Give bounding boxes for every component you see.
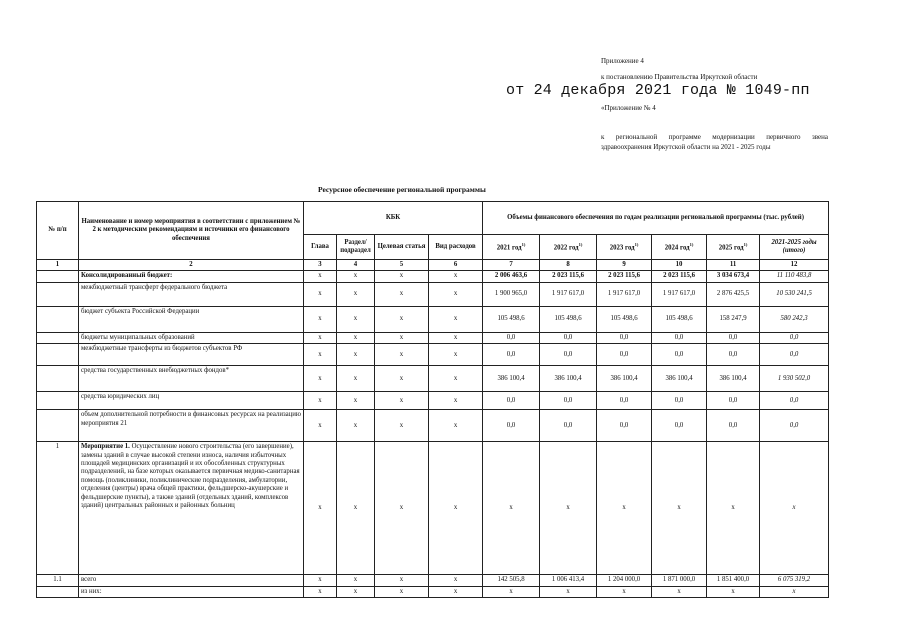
kbk-cell-0: x xyxy=(304,575,337,586)
value-cell-1: x xyxy=(540,442,597,575)
value-cell-1: 386 100,4 xyxy=(540,366,597,392)
kbk-cell-0: x xyxy=(304,586,337,597)
kbk-cell-1: x xyxy=(337,271,375,282)
column-number-7: 7 xyxy=(483,260,540,271)
kbk-cell-2: x xyxy=(375,332,429,343)
column-number-4: 4 xyxy=(337,260,375,271)
value-cell-3: x xyxy=(652,442,707,575)
kbk-cell-2: x xyxy=(375,344,429,366)
row-name-text: бюджет субъекта Российской Федерации xyxy=(81,307,200,315)
value-cell-2: x xyxy=(597,442,652,575)
value-cell-3: x xyxy=(652,586,707,597)
value-cell-1: 0,0 xyxy=(540,392,597,410)
row-name xyxy=(79,410,304,442)
value-cell-1: 0,0 xyxy=(540,332,597,343)
value-cell-3: 0,0 xyxy=(652,344,707,366)
year-header-1: 2022 год$^{1)}$ xyxy=(540,235,597,260)
kbk-cell-3: x xyxy=(429,344,483,366)
year-footnote-mark: 1) xyxy=(521,242,526,248)
year-header-2: 2023 год$^{1)}$ xyxy=(597,235,652,260)
value-cell-3: 0,0 xyxy=(652,392,707,410)
kbk-cell-2: x xyxy=(375,442,429,575)
value-cell-5: 10 530 241,5 xyxy=(760,282,829,306)
kbk-cell-1: x xyxy=(337,344,375,366)
value-cell-2: 0,0 xyxy=(597,344,652,366)
column-number-2: 2 xyxy=(79,260,304,271)
kbk-cell-2: x xyxy=(375,410,429,442)
value-cell-0: x xyxy=(483,586,540,597)
resolution-reference: к постановлению Правительства Иркутской области xyxy=(601,73,758,81)
value-cell-0: 0,0 xyxy=(483,410,540,442)
value-cell-2: 105 498,6 xyxy=(597,306,652,332)
table-row xyxy=(37,344,829,366)
kbk-cell-1: x xyxy=(337,586,375,597)
kbk-cell-0: x xyxy=(304,410,337,442)
value-cell-3: 386 100,4 xyxy=(652,366,707,392)
row-name-text: Консолидированный бюджет: xyxy=(81,272,173,280)
table-row xyxy=(37,332,829,343)
row-name-text: межбюджетные трансферты из бюджетов субъектов РФ xyxy=(81,345,243,353)
row-name-text: всего xyxy=(81,576,97,584)
kbk-cell-1: x xyxy=(337,410,375,442)
row-number xyxy=(37,306,79,332)
kbk-sub-header-2: Целевая статья xyxy=(375,235,429,260)
value-cell-1: 2 023 115,6 xyxy=(540,271,597,282)
row-name xyxy=(79,392,304,410)
value-cell-4: 0,0 xyxy=(707,332,760,343)
kbk-cell-1: x xyxy=(337,392,375,410)
column-number-11: 11 xyxy=(707,260,760,271)
kbk-cell-2: x xyxy=(375,586,429,597)
table-row xyxy=(37,392,829,410)
kbk-cell-3: x xyxy=(429,306,483,332)
row-name xyxy=(79,282,304,306)
row-number xyxy=(37,344,79,366)
kbk-cell-2: x xyxy=(375,366,429,392)
value-cell-0: 0,0 xyxy=(483,332,540,343)
value-cell-5: 0,0 xyxy=(760,392,829,410)
value-cell-5: x xyxy=(760,586,829,597)
kbk-cell-3: x xyxy=(429,271,483,282)
value-cell-2: 0,0 xyxy=(597,332,652,343)
year-header-4: 2025 год$^{1)}$ xyxy=(707,235,760,260)
kbk-cell-2: x xyxy=(375,282,429,306)
row-number xyxy=(37,366,79,392)
kbk-cell-3: x xyxy=(429,442,483,575)
column-number-8: 8 xyxy=(540,260,597,271)
row-name-text: средства государственных внебюджетных фондов* xyxy=(81,367,230,375)
kbk-cell-3: x xyxy=(429,366,483,392)
value-cell-1: 105 498,6 xyxy=(540,306,597,332)
column-number-12: 12 xyxy=(760,260,829,271)
column-number-5: 5 xyxy=(375,260,429,271)
value-cell-3: 2 023 115,6 xyxy=(652,271,707,282)
column-number-6: 6 xyxy=(429,260,483,271)
table-row xyxy=(37,366,829,392)
appendix-quote-label: «Приложение № 4 xyxy=(601,104,656,112)
kbk-cell-0: x xyxy=(304,306,337,332)
row-number xyxy=(37,392,79,410)
value-cell-4: 0,0 xyxy=(707,392,760,410)
value-cell-1: 1 917 617,0 xyxy=(540,282,597,306)
year-header-5: 2021-2025 годы (итого) xyxy=(760,235,829,260)
column-numbers-row xyxy=(37,260,829,271)
row-name xyxy=(79,366,304,392)
row-name xyxy=(79,442,304,575)
kbk-cell-1: x xyxy=(337,442,375,575)
value-cell-4: 158 247,9 xyxy=(707,306,760,332)
value-cell-1: 0,0 xyxy=(540,410,597,442)
value-cell-2: 2 023 115,6 xyxy=(597,271,652,282)
value-cell-5: 580 242,3 xyxy=(760,306,829,332)
year-footnote-mark: 1) xyxy=(743,242,748,248)
kbk-cell-0: x xyxy=(304,344,337,366)
kbk-cell-1: x xyxy=(337,366,375,392)
kbk-sub-header-3: Вид расходов xyxy=(429,235,483,260)
value-cell-3: 105 498,6 xyxy=(652,306,707,332)
value-cell-5: 6 075 319,2 xyxy=(760,575,829,586)
table-row xyxy=(37,282,829,306)
row-name-text: объем дополнительной потребности в финансовых ресурсах на реализацию мероприятия 21 xyxy=(81,411,302,427)
kbk-sub-header-1: Раздел/ подраздел xyxy=(337,235,375,260)
kbk-sub-header-0: Глава xyxy=(304,235,337,260)
row-name xyxy=(79,344,304,366)
kbk-cell-3: x xyxy=(429,392,483,410)
resource-table xyxy=(36,201,829,598)
value-cell-5: 0,0 xyxy=(760,410,829,442)
value-cell-5: 0,0 xyxy=(760,344,829,366)
value-cell-0: 0,0 xyxy=(483,392,540,410)
value-cell-0: 1 900 965,0 xyxy=(483,282,540,306)
header-kbk: КБК xyxy=(304,202,483,235)
value-cell-1: x xyxy=(540,586,597,597)
value-cell-0: 142 505,8 xyxy=(483,575,540,586)
table-row xyxy=(37,442,829,575)
value-cell-4: 0,0 xyxy=(707,344,760,366)
kbk-cell-1: x xyxy=(337,282,375,306)
value-cell-4: 386 100,4 xyxy=(707,366,760,392)
year-footnote-mark: 1) xyxy=(634,242,639,248)
table-row xyxy=(37,271,829,282)
value-cell-2: 1 917 617,0 xyxy=(597,282,652,306)
table-row xyxy=(37,575,829,586)
row-number xyxy=(37,586,79,597)
row-name xyxy=(79,271,304,282)
value-cell-4: x xyxy=(707,586,760,597)
value-cell-0: 105 498,6 xyxy=(483,306,540,332)
value-cell-5: 1 930 502,0 xyxy=(760,366,829,392)
value-cell-0: x xyxy=(483,442,540,575)
row-name-text: средства юридических лиц xyxy=(81,393,160,401)
value-cell-2: 386 100,4 xyxy=(597,366,652,392)
kbk-cell-1: x xyxy=(337,306,375,332)
value-cell-3: 0,0 xyxy=(652,410,707,442)
document-title: Ресурсное обеспечение региональной программы xyxy=(318,185,486,194)
kbk-cell-0: x xyxy=(304,442,337,575)
header-name: Наименование и номер мероприятия в соответствии с приложением № 2 к методическим рекомендациям и источники его финансового обеспечения xyxy=(79,202,304,260)
year-header-0: 2021 год$^{1)}$ xyxy=(483,235,540,260)
kbk-cell-0: x xyxy=(304,282,337,306)
kbk-cell-2: x xyxy=(375,392,429,410)
kbk-cell-0: x xyxy=(304,366,337,392)
appendix-label: Приложение 4 xyxy=(601,57,644,65)
row-number: 1 xyxy=(37,442,79,575)
kbk-cell-3: x xyxy=(429,575,483,586)
table-row xyxy=(37,306,829,332)
value-cell-4: 2 876 425,5 xyxy=(707,282,760,306)
row-name xyxy=(79,332,304,343)
header-num: № п/п xyxy=(37,202,79,260)
kbk-cell-0: x xyxy=(304,332,337,343)
value-cell-4: 0,0 xyxy=(707,410,760,442)
row-name xyxy=(79,306,304,332)
value-cell-0: 386 100,4 xyxy=(483,366,540,392)
column-number-9: 9 xyxy=(597,260,652,271)
row-name xyxy=(79,586,304,597)
value-cell-5: 0,0 xyxy=(760,332,829,343)
row-number xyxy=(37,282,79,306)
column-number-10: 10 xyxy=(652,260,707,271)
column-number-1: 1 xyxy=(37,260,79,271)
value-cell-2: 0,0 xyxy=(597,392,652,410)
kbk-cell-1: x xyxy=(337,332,375,343)
value-cell-3: 1 917 617,0 xyxy=(652,282,707,306)
value-cell-2: 1 204 000,0 xyxy=(597,575,652,586)
year-header-3: 2024 год$^{1)}$ xyxy=(652,235,707,260)
row-name-text: межбюджетный трансферт федерального бюджета xyxy=(81,283,228,291)
value-cell-2: x xyxy=(597,586,652,597)
value-cell-4: x xyxy=(707,442,760,575)
kbk-cell-2: x xyxy=(375,575,429,586)
value-cell-5: x xyxy=(760,442,829,575)
kbk-cell-3: x xyxy=(429,282,483,306)
row-number xyxy=(37,271,79,282)
row-name-text: Осуществление нового строительства (его завершение), замены зданий в случае высокой степени износа, наличия избыточных площадей медицинских организаций и их обособленных структурных подразделений, на базе которых оказывается первичная медико-санитарная помощь (поликлиники, поликлинические подразделения, амбулатории, отделения (центры) врача общей практики, фельдшерско-акушерские и фельдшерские пункты), а также зданий (отдельных зданий, комплексов зданий) центральных районных и районных больниц xyxy=(81,443,300,510)
row-number xyxy=(37,410,79,442)
kbk-cell-0: x xyxy=(304,392,337,410)
value-cell-5: 11 110 483,8 xyxy=(760,271,829,282)
value-cell-0: 0,0 xyxy=(483,344,540,366)
value-cell-4: 1 851 400,0 xyxy=(707,575,760,586)
program-reference-line2: здравоохранения Иркутской области на 2021 - 2025 годы xyxy=(601,143,771,151)
kbk-cell-1: x xyxy=(337,575,375,586)
program-reference-line1: к региональной программе модернизации первичного звена xyxy=(601,133,828,141)
table-body xyxy=(37,271,829,598)
kbk-cell-3: x xyxy=(429,586,483,597)
event-title: Мероприятие 1. xyxy=(81,443,130,451)
kbk-cell-2: x xyxy=(375,306,429,332)
column-number-3: 3 xyxy=(304,260,337,271)
kbk-cell-3: x xyxy=(429,410,483,442)
value-cell-4: 3 034 673,4 xyxy=(707,271,760,282)
year-footnote-mark: 1) xyxy=(689,242,694,248)
value-cell-0: 2 006 463,6 xyxy=(483,271,540,282)
value-cell-3: 1 871 000,0 xyxy=(652,575,707,586)
value-cell-1: 1 006 413,4 xyxy=(540,575,597,586)
table-row xyxy=(37,586,829,597)
value-cell-3: 0,0 xyxy=(652,332,707,343)
row-number: 1.1 xyxy=(37,575,79,586)
kbk-cell-3: x xyxy=(429,332,483,343)
row-name xyxy=(79,575,304,586)
value-cell-1: 0,0 xyxy=(540,344,597,366)
year-footnote-mark: 1) xyxy=(578,242,583,248)
row-name-text: бюджеты муниципальных образований xyxy=(81,333,195,341)
kbk-cell-2: x xyxy=(375,271,429,282)
row-number xyxy=(37,332,79,343)
table-row xyxy=(37,410,829,442)
header-volumes: Объемы финансового обеспечения по годам реализации региональной программы (тыс. рублей) xyxy=(483,202,829,235)
value-cell-2: 0,0 xyxy=(597,410,652,442)
row-name-text: из них: xyxy=(81,587,102,595)
resolution-date-stamp: от 24 декабря 2021 года № 1049-пп xyxy=(506,82,810,99)
kbk-cell-0: x xyxy=(304,271,337,282)
